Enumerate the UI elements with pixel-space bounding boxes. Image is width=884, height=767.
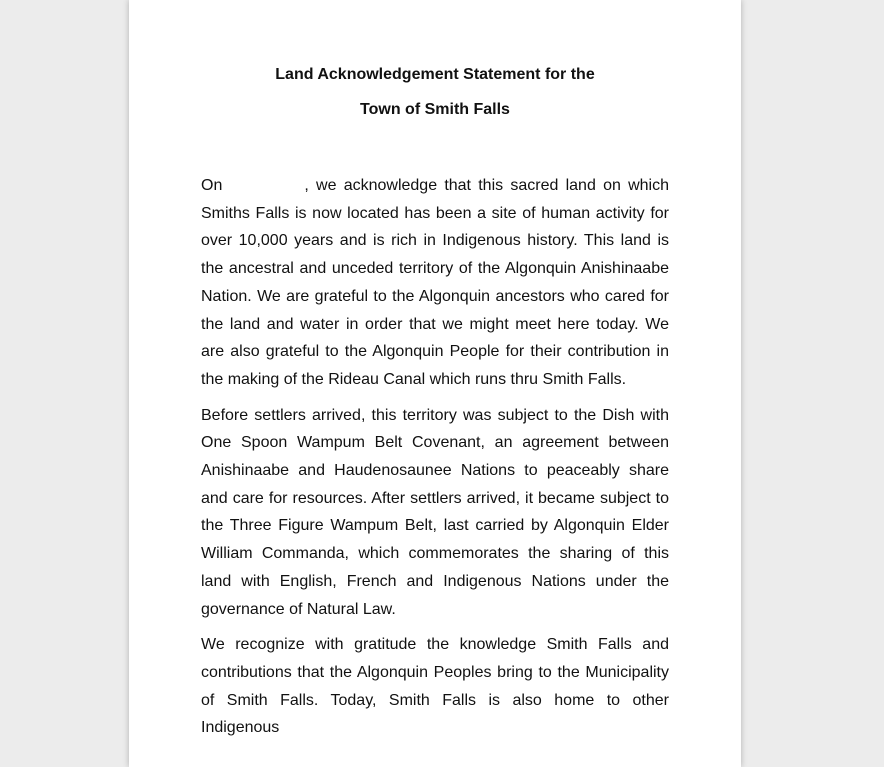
document-title-line-2: Town of Smith Falls <box>360 101 510 118</box>
paragraph-1 <box>201 172 669 394</box>
paragraph-3: We recognize with gratitude the knowledge Smith Falls and contributions that the Algonquin Peoples bring to the Municipality of Smith Falls. Today, Smith Falls is also home to other Indigenous <box>201 636 669 737</box>
document-title-line-1: Land Acknowledgement Statement for the <box>275 66 595 83</box>
paragraph-1-rest: , we acknowledge that this sacred land on which Smiths Falls is now located has been a site of human activity for over 10,000 years and is rich in Indigenous history. This land is the ancestral and unceded territory of the Algonquin Anishinaabe Nation. We are grateful to the Algonquin ancestors who cared for the land and water in order that we might meet here today. We are also grateful to the Algonquin People for their contribution in the making of the Rideau Canal which runs thru Smith Falls. <box>201 177 669 388</box>
paragraph-2: Before settlers arrived, this territory was subject to the Dish with One Spoon Wampum Belt Covenant, an agreement between Anishinaabe and Haudenosaunee Nations to peaceably share and care for resources. After settlers arrived, it became subject to the Three Figure Wampum Belt, last carried by Algonquin Elder William Commanda, which commemorates the sharing of this land with English, French and Indigenous Nations under the governance of Natural Law. <box>201 406 669 618</box>
document-body <box>201 172 669 750</box>
paragraph-1-start: On <box>201 177 223 194</box>
document-page <box>129 0 741 767</box>
